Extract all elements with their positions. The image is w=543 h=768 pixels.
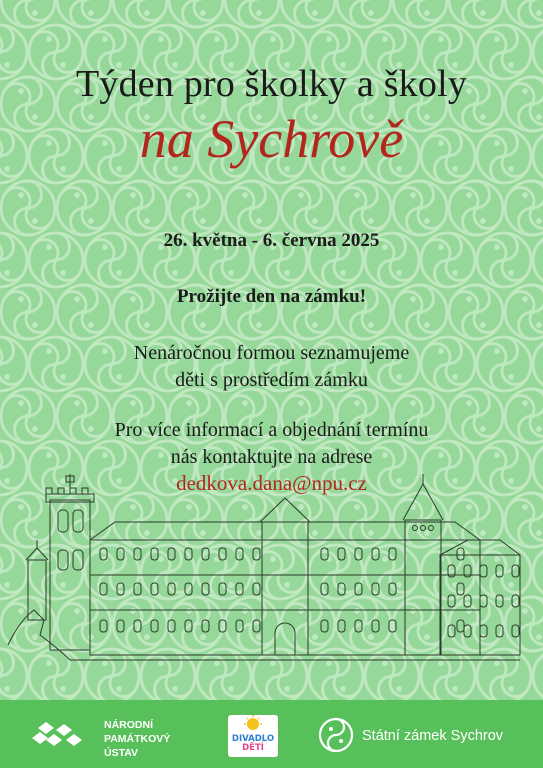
- castle-illustration: [0, 470, 543, 702]
- tagline: Prožijte den na zámku!: [176, 286, 367, 307]
- description-line-1: Nenáročnou formou seznamujeme: [133, 342, 410, 364]
- description-line-2: děti s prostředím zámku: [175, 369, 368, 391]
- npu-line-1: NÁRODNÍ: [104, 719, 153, 731]
- poster-subtitle: na Sychrově: [139, 109, 404, 169]
- npu-logo-icon: [32, 720, 88, 754]
- npu-name: [104, 718, 170, 760]
- contact-line-1: Pro více informací a objednání termínu: [114, 419, 429, 441]
- npu-line-2: PAMÁTKOVÝ: [104, 733, 171, 745]
- contact-line-2: nás kontaktujte na adrese: [170, 446, 373, 468]
- poster-title: Týden pro školky a školy: [75, 63, 468, 105]
- description-paragraph: [0, 340, 543, 394]
- sychrov-s-logo-icon: [316, 717, 356, 753]
- event-dates: 26. května - 6. června 2025: [163, 230, 380, 251]
- divadlo-logo-line-2: DĚTÍ: [242, 743, 264, 753]
- npu-line-3: ÚSTAV: [104, 747, 139, 759]
- divadlo-logo-line-1: DIVADLO: [231, 734, 275, 744]
- footer-bar: [0, 700, 543, 768]
- contact-paragraph: [0, 417, 543, 471]
- contact-email[interactable]: dedkova.dana@npu.cz: [176, 471, 367, 495]
- divadlo-deti-logo-icon: [228, 715, 278, 757]
- castle-name: Státní zámek Sychrov: [362, 728, 504, 744]
